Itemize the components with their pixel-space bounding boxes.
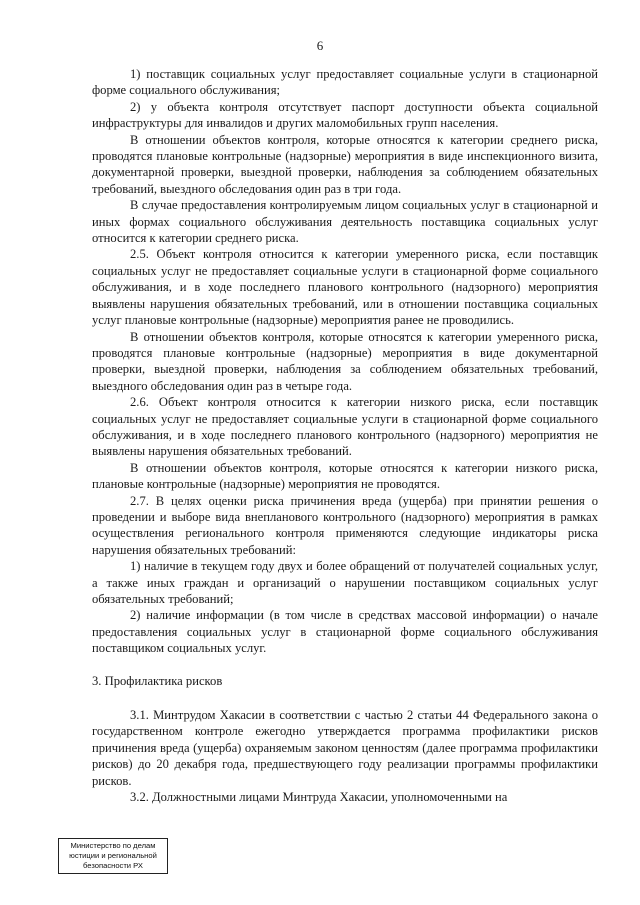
document-body — [92, 66, 598, 805]
page-number: 6 — [316, 38, 324, 53]
paragraph: 2) наличие информации (в том числе в средствах массовой информации) о начале предоставления социальных услуг в стационарной форме социального обслуживания поставщиком социальных услуг. — [92, 608, 598, 656]
paragraph: 1) поставщик социальных услуг предоставляет социальные услуги в стационарной форме социального обслуживания; — [92, 67, 598, 98]
paragraph: 2.6. Объект контроля относится к категории низкого риска, если поставщик социальных услуг не предоставляет социальные услуги в стационарной форме социального обслуживания, и в ходе последнего планового контрольного (надзорного) мероприятия не выявлены нарушения обязательных требований. — [92, 395, 598, 459]
paragraph: В отношении объектов контроля, которые относятся к категории низкого риска, плановые контрольные (надзорные) мероприятия не проводятся. — [92, 460, 598, 492]
paragraph: 1) наличие в текущем году двух и более обращений от получателей социальных услуг, а также иных граждан и организаций о нарушении поставщиком социальных услуг обязательных требований; — [92, 559, 598, 606]
paragraph: В отношении объектов контроля, которые относятся к категории умеренного риска, проводятся плановые контрольные (надзорные) мероприятия в виде документарной проверки, выездной проверки, наблюдения за соблюдением обязательных требований, выездного обследования один раз в четыре года. — [92, 329, 598, 393]
stamp-line: юстиции и региональной — [69, 851, 157, 860]
paragraph: 2.5. Объект контроля относится к категории умеренного риска, если поставщик социальных услуг не предоставляет социальные услуги в стационарной форме социального обслуживания, и в ходе последнего планового контрольного (надзорного) мероприятия выявлены нарушения обязательных требований, или в отношении поставщика социальных услуг плановые контрольные (надзорные) мероприятия ранее не проводились. — [92, 247, 598, 328]
paragraph: 2.7. В целях оценки риска причинения вреда (ущерба) при принятии решения о проведении и выборе вида внепланового контрольного (надзорного) мероприятия в рамках осуществления регионального контроля применяются следующие индикаторы риска нарушения обязательных требований: — [92, 493, 598, 557]
stamp-line: Министерство по делам — [70, 841, 156, 850]
registration-stamp — [58, 838, 168, 874]
stamp-line: безопасности РХ — [83, 861, 143, 870]
paragraph: 3.2. Должностными лицами Минтруда Хакасии, уполномоченными на — [130, 790, 508, 805]
paragraph: 3.1. Минтрудом Хакасии в соответствии с частью 2 статьи 44 Федерального закона о государственном контроле ежегодно утверждается программа профилактики рисков причинения вреда (ущерба) охраняемым законом ценностям (далее программа профилактики рисков) до 20 декабря года, предшествующего году реализации программы профилактики рисков. — [92, 708, 598, 788]
section-title: 3. Профилактика рисков — [92, 673, 223, 688]
paragraph: В случае предоставления контролируемым лицом социальных услуг в стационарной и иных формах социального обслуживания деятельность поставщика социальных услуг относится к категории среднего риска. — [92, 198, 598, 246]
paragraph: В отношении объектов контроля, которые относятся к категории среднего риска, проводятся плановые контрольные (надзорные) мероприятия в виде инспекционного визита, документарной проверки, выездной проверки, наблюдения за соблюдением обязательных требований, выездного обследования один раз в три года. — [92, 132, 598, 196]
paragraph: 2) у объекта контроля отсутствует паспорт доступности объекта социальной инфраструктуры для инвалидов и других маломобильных групп населения. — [92, 99, 598, 131]
